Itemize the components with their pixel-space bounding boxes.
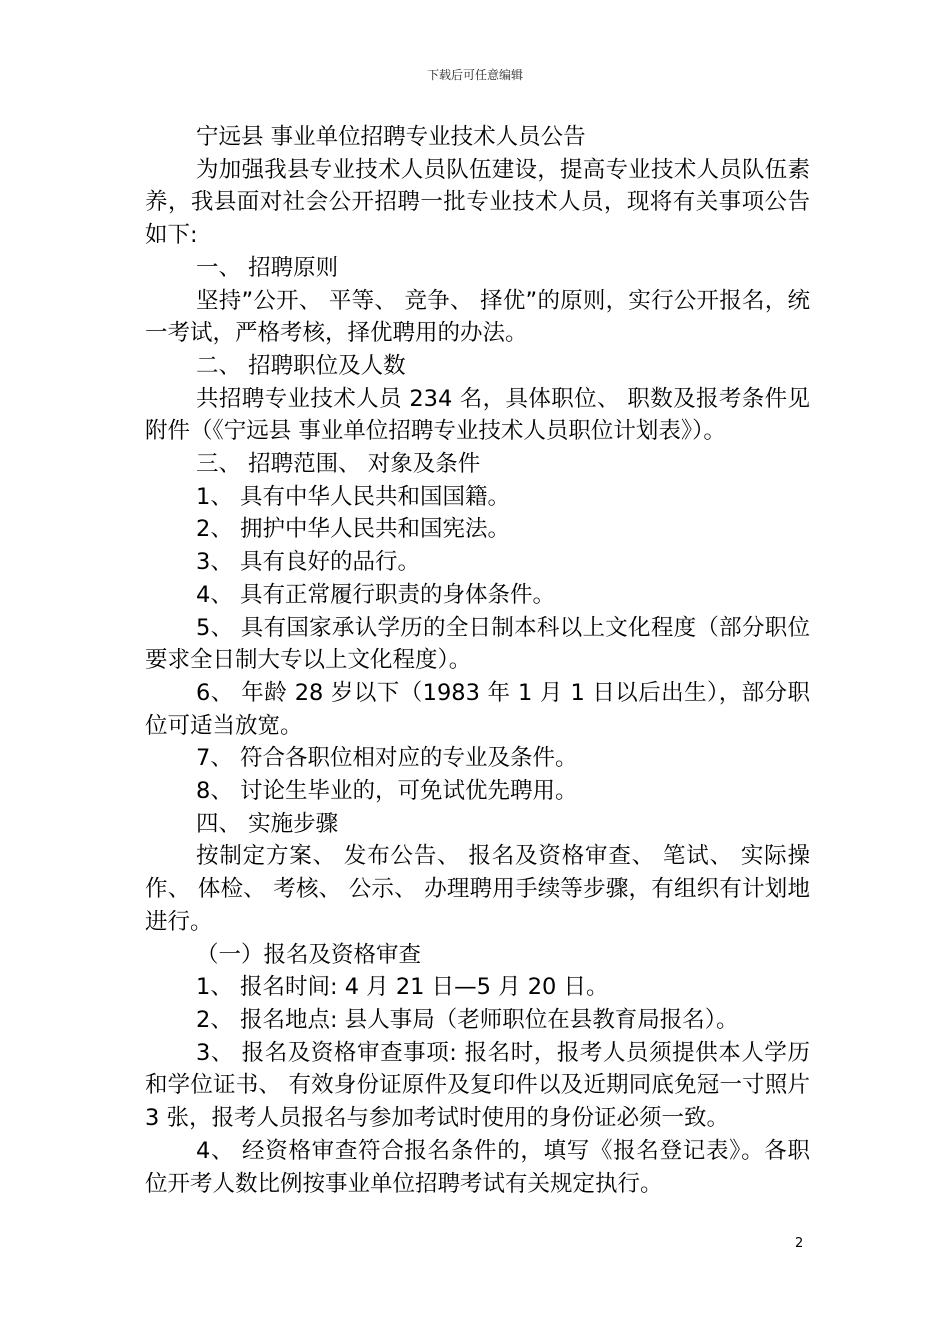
list-item: 3、 报名及资格审查事项: 报名时，报考人员须提供本人学历和学位证书、 有效身份证原件及复印件以及近期同底免冠一寸照片 3 张，报考人员报名与参加考试时使用的身份证必须一致。 bbox=[145, 1039, 810, 1132]
list-item: 7、 符合各职位相对应的专业及条件。 bbox=[196, 745, 578, 772]
list-item: 4、 经资格审查符合报名条件的，填写《报名登记表》。各职位开考人数比例按事业单位招聘考试有关规定执行。 bbox=[145, 1137, 810, 1197]
page-header: 下载后可任意编辑 bbox=[426, 68, 523, 82]
list-item: 1、 报名时间: 4 月 21 日—5 月 20 日。 bbox=[196, 974, 609, 1001]
section-heading: 四、 实施步骤 bbox=[196, 810, 339, 837]
section-heading: 二、 招聘职位及人数 bbox=[196, 352, 406, 379]
list-item: 8、 讨论生毕业的，可免试优先聘用。 bbox=[196, 778, 578, 805]
section-heading: 三、 招聘范围、 对象及条件 bbox=[196, 451, 481, 478]
list-item: 4、 具有正常履行职责的身体条件。 bbox=[196, 581, 555, 608]
page-number: 2 bbox=[795, 1236, 804, 1251]
document-body bbox=[145, 121, 810, 1200]
list-item: 3、 具有良好的品行。 bbox=[196, 549, 420, 576]
list-item: 2、 报名地点: 县人事局（老师职位在县教育局报名）。 bbox=[196, 1006, 739, 1033]
list-item: 5、 具有国家承认学历的全日制本科以上文化程度（部分职位要求全日制大专以上文化程度）。 bbox=[145, 614, 810, 674]
list-item: 2、 拥护中华人民共和国宪法。 bbox=[196, 516, 510, 543]
paragraph: 按制定方案、 发布公告、 报名及资格审查、 笔试、 实际操作、 体检、 考核、 公示、 办理聘用手续等步骤，有组织有计划地进行。 bbox=[145, 843, 810, 935]
list-item: 6、 年龄 28 岁以下（1983 年 1 月 1 日以后出生），部分职位可适当放宽。 bbox=[145, 679, 810, 739]
document-title: 宁远县 事业单位招聘专业技术人员公告 bbox=[196, 124, 586, 150]
subsection-heading: （一）报名及资格审查 bbox=[196, 941, 422, 968]
list-item: 1、 具有中华人民共和国国籍。 bbox=[196, 483, 510, 510]
paragraph: 共招聘专业技术人员 234 名，具体职位、 职数及报考条件见附件（《宁远县 事业单位招聘专业技术人员职位计划表》）。 bbox=[145, 385, 810, 445]
section-heading: 一、 招聘原则 bbox=[196, 254, 339, 281]
paragraph: 坚持”公开、 平等、 竞争、 择优”的原则，实行公开报名，统一考试，严格考核，择优聘用的办法。 bbox=[145, 287, 810, 347]
intro-paragraph: 为加强我县专业技术人员队伍建设，提高专业技术人员队伍素养，我县面对社会公开招聘一批专业技术人员，现将有关事项公告如下: bbox=[145, 156, 810, 249]
